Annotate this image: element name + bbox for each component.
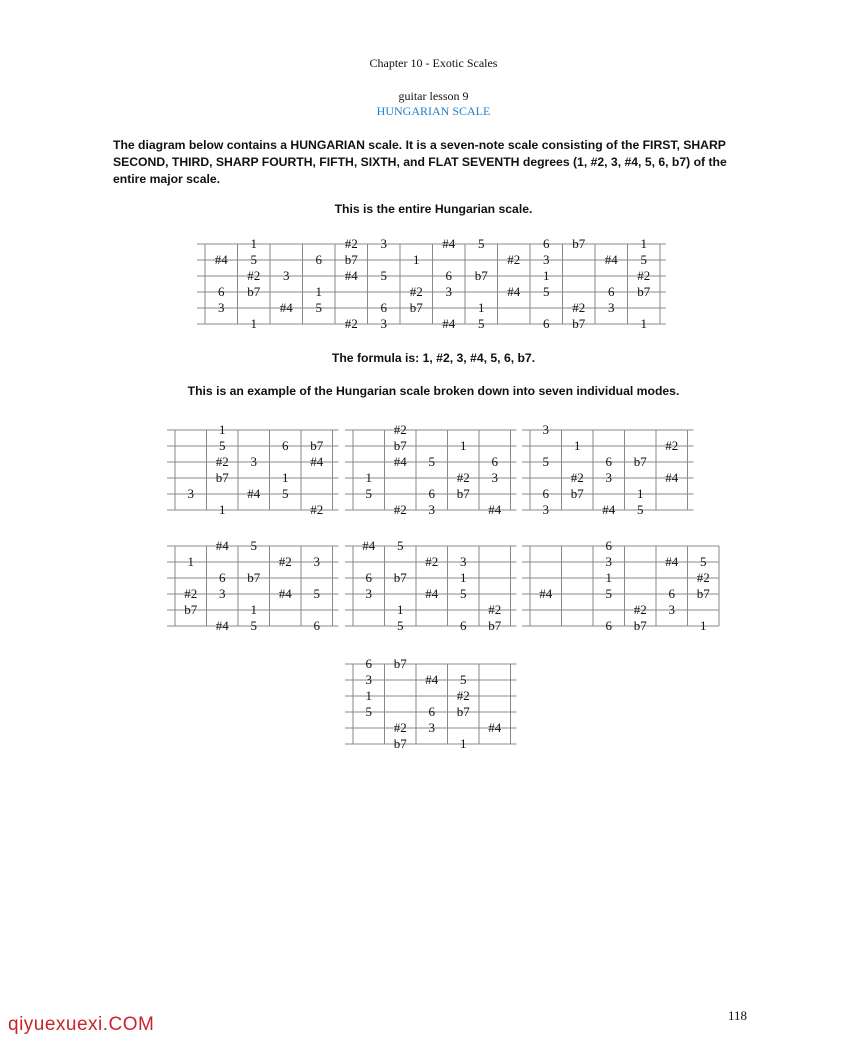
note-label: #4 <box>442 236 456 251</box>
note-label: #2 <box>278 554 292 569</box>
note-label: 5 <box>478 316 485 331</box>
note-label: 3 <box>605 554 612 569</box>
note-label: 6 <box>380 300 387 315</box>
note-label: 3 <box>543 252 550 267</box>
note-label: 5 <box>282 486 289 501</box>
scale-name-link[interactable]: HUNGARIAN SCALE <box>376 104 491 118</box>
note-label: 5 <box>315 300 322 315</box>
note-label: 6 <box>543 316 550 331</box>
note-label: #2 <box>344 316 358 331</box>
note-label: b7 <box>393 438 407 453</box>
note-label: #2 <box>665 438 679 453</box>
note-label: 1 <box>574 438 581 453</box>
note-label: 6 <box>542 486 549 501</box>
note-label: 5 <box>365 486 372 501</box>
note-label: b7 <box>184 602 198 617</box>
note-label: b7 <box>633 618 647 633</box>
note-label: b7 <box>393 570 407 585</box>
note-label: 5 <box>700 554 707 569</box>
note-label: #4 <box>602 502 616 517</box>
note-label: 6 <box>445 268 452 283</box>
note-label: 3 <box>187 486 194 501</box>
intro-paragraph: The diagram below contains a HUNGARIAN scale. It is a seven-note scale consisting of the FIRST, SHARP SECOND, THIRD, SHARP FOURTH, FIFTH, SIXTH, and FLAT SEVENTH degrees (1, #2, 3, #4, 5, 6, b7) of the entire major scale. <box>113 138 727 186</box>
note-label: 1 <box>605 570 612 585</box>
note-label: 1 <box>543 268 550 283</box>
note-label: 6 <box>605 538 612 553</box>
mode-diagram-2 <box>343 418 518 518</box>
note-label: #2 <box>507 252 521 267</box>
note-label: 6 <box>605 454 612 469</box>
note-label: 5 <box>542 454 549 469</box>
note-label: 3 <box>445 284 452 299</box>
note-label: 3 <box>428 720 435 735</box>
note-label: 1 <box>365 688 372 703</box>
note-label: #4 <box>344 268 358 283</box>
note-label: 1 <box>640 236 647 251</box>
note-label: #2 <box>572 300 586 315</box>
note-label: #2 <box>310 502 324 517</box>
note-label: 5 <box>460 672 467 687</box>
note-label: b7 <box>215 470 229 485</box>
note-label: 3 <box>218 300 225 315</box>
note-label: b7 <box>572 316 586 331</box>
note-label: b7 <box>696 586 710 601</box>
note-label: 3 <box>542 502 549 517</box>
note-label: #2 <box>344 236 358 251</box>
note-label: #2 <box>696 570 710 585</box>
note-label: b7 <box>247 570 261 585</box>
note-label: #4 <box>488 502 502 517</box>
note-label: 1 <box>640 316 647 331</box>
note-label: b7 <box>637 284 651 299</box>
note-label: 3 <box>608 300 615 315</box>
note-label: 6 <box>282 438 289 453</box>
note-label: b7 <box>393 656 407 671</box>
note-label: #2 <box>425 554 439 569</box>
note-label: b7 <box>310 438 324 453</box>
formula-caption: The formula is: 1, #2, 3, #4, 5, 6, b7. <box>331 351 536 365</box>
note-label: #4 <box>393 454 407 469</box>
note-label: 3 <box>219 586 226 601</box>
note-label: 3 <box>460 554 467 569</box>
note-label: 5 <box>397 618 404 633</box>
note-label: b7 <box>456 704 470 719</box>
note-label: b7 <box>247 284 261 299</box>
note-label: 3 <box>668 602 675 617</box>
mode-diagram-1 <box>165 418 340 518</box>
note-label: 3 <box>380 236 387 251</box>
note-label: #2 <box>393 422 407 437</box>
watermark: qiyuexuexi.COM <box>8 1014 155 1035</box>
note-label: 5 <box>543 284 550 299</box>
entire-scale-caption: This is the entire Hungarian scale. <box>334 202 533 216</box>
note-label: 6 <box>365 656 372 671</box>
note-label: 6 <box>460 618 467 633</box>
note-label: 5 <box>637 502 644 517</box>
note-label: 3 <box>428 502 435 517</box>
note-label: 1 <box>282 470 289 485</box>
note-label: #2 <box>570 470 584 485</box>
note-label: #2 <box>409 284 423 299</box>
lesson-label: guitar lesson 9 <box>398 89 469 103</box>
note-label: 1 <box>397 602 404 617</box>
note-label: 1 <box>460 570 467 585</box>
note-label: 5 <box>250 618 257 633</box>
note-label: #2 <box>456 470 470 485</box>
note-label: #2 <box>393 502 407 517</box>
note-label: #4 <box>214 252 228 267</box>
note-label: 6 <box>605 618 612 633</box>
note-label: 3 <box>250 454 257 469</box>
note-label: 3 <box>542 422 549 437</box>
note-label: 5 <box>640 252 647 267</box>
note-label: 1 <box>460 438 467 453</box>
note-label: 6 <box>608 284 615 299</box>
note-label: 1 <box>250 602 257 617</box>
mode-diagram-4 <box>165 534 340 634</box>
note-label: 1 <box>187 554 194 569</box>
note-label: #2 <box>184 586 198 601</box>
note-label: 3 <box>491 470 498 485</box>
note-label: #4 <box>665 470 679 485</box>
note-label: 5 <box>460 586 467 601</box>
note-label: #2 <box>247 268 261 283</box>
note-label: 3 <box>313 554 320 569</box>
note-label: 5 <box>250 252 257 267</box>
note-label: 6 <box>315 252 322 267</box>
note-label: #4 <box>215 618 229 633</box>
note-label: 5 <box>313 586 320 601</box>
note-label: b7 <box>488 618 502 633</box>
note-label: 3 <box>605 470 612 485</box>
note-label: #4 <box>247 486 261 501</box>
note-label: 5 <box>365 704 372 719</box>
note-label: b7 <box>570 486 584 501</box>
page-number: 118 <box>728 1008 748 1023</box>
note-label: b7 <box>344 252 358 267</box>
note-label: 5 <box>428 454 435 469</box>
note-label: 1 <box>250 236 257 251</box>
note-label: 1 <box>478 300 485 315</box>
note-label: #4 <box>539 586 553 601</box>
note-label: b7 <box>633 454 647 469</box>
chapter-heading: Chapter 10 - Exotic Scales <box>369 56 498 70</box>
note-label: b7 <box>456 486 470 501</box>
note-label: #2 <box>633 602 647 617</box>
note-label: 5 <box>397 538 404 553</box>
mode-diagram-6 <box>520 534 710 634</box>
mode-diagram-3 <box>520 418 700 518</box>
note-label: 5 <box>380 268 387 283</box>
note-label: 5 <box>219 438 226 453</box>
mode-diagram-5 <box>343 534 518 634</box>
note-label: 1 <box>219 422 226 437</box>
note-label: #2 <box>393 720 407 735</box>
note-label: 6 <box>365 570 372 585</box>
note-label: #4 <box>215 538 229 553</box>
note-label: #2 <box>456 688 470 703</box>
note-label: 3 <box>283 268 290 283</box>
note-label: b7 <box>393 736 407 751</box>
note-label: b7 <box>474 268 488 283</box>
note-label: #4 <box>310 454 324 469</box>
note-label: #2 <box>488 602 502 617</box>
note-label: 6 <box>428 704 435 719</box>
note-label: 6 <box>491 454 498 469</box>
note-label: 3 <box>365 672 372 687</box>
note-label: 6 <box>668 586 675 601</box>
note-label: #4 <box>442 316 456 331</box>
note-label: #2 <box>215 454 229 469</box>
note-label: 6 <box>543 236 550 251</box>
note-label: 5 <box>478 236 485 251</box>
note-label: 5 <box>605 586 612 601</box>
note-label: 3 <box>365 586 372 601</box>
note-label: 1 <box>460 736 467 751</box>
note-label: #4 <box>362 538 376 553</box>
note-label: 1 <box>219 502 226 517</box>
note-label: #2 <box>637 268 651 283</box>
note-label: #4 <box>488 720 502 735</box>
modes-caption: This is an example of the Hungarian scale broken down into seven individual modes. <box>187 384 680 398</box>
mode-diagram-7 <box>343 652 523 752</box>
note-label: 3 <box>380 316 387 331</box>
note-label: 6 <box>428 486 435 501</box>
note-label: #4 <box>604 252 618 267</box>
note-label: 1 <box>365 470 372 485</box>
note-label: 6 <box>313 618 320 633</box>
note-label: b7 <box>409 300 423 315</box>
note-label: 1 <box>250 316 257 331</box>
entire-scale-diagram <box>195 232 670 332</box>
note-label: 1 <box>315 284 322 299</box>
note-label: 1 <box>413 252 420 267</box>
note-label: #4 <box>507 284 521 299</box>
note-label: #4 <box>278 586 292 601</box>
note-label: 6 <box>218 284 225 299</box>
note-label: 5 <box>250 538 257 553</box>
note-label: #4 <box>665 554 679 569</box>
note-label: #4 <box>279 300 293 315</box>
note-label: 1 <box>700 618 707 633</box>
note-label: 1 <box>637 486 644 501</box>
note-label: b7 <box>572 236 586 251</box>
note-label: #4 <box>425 586 439 601</box>
note-label: #4 <box>425 672 439 687</box>
note-label: 6 <box>219 570 226 585</box>
